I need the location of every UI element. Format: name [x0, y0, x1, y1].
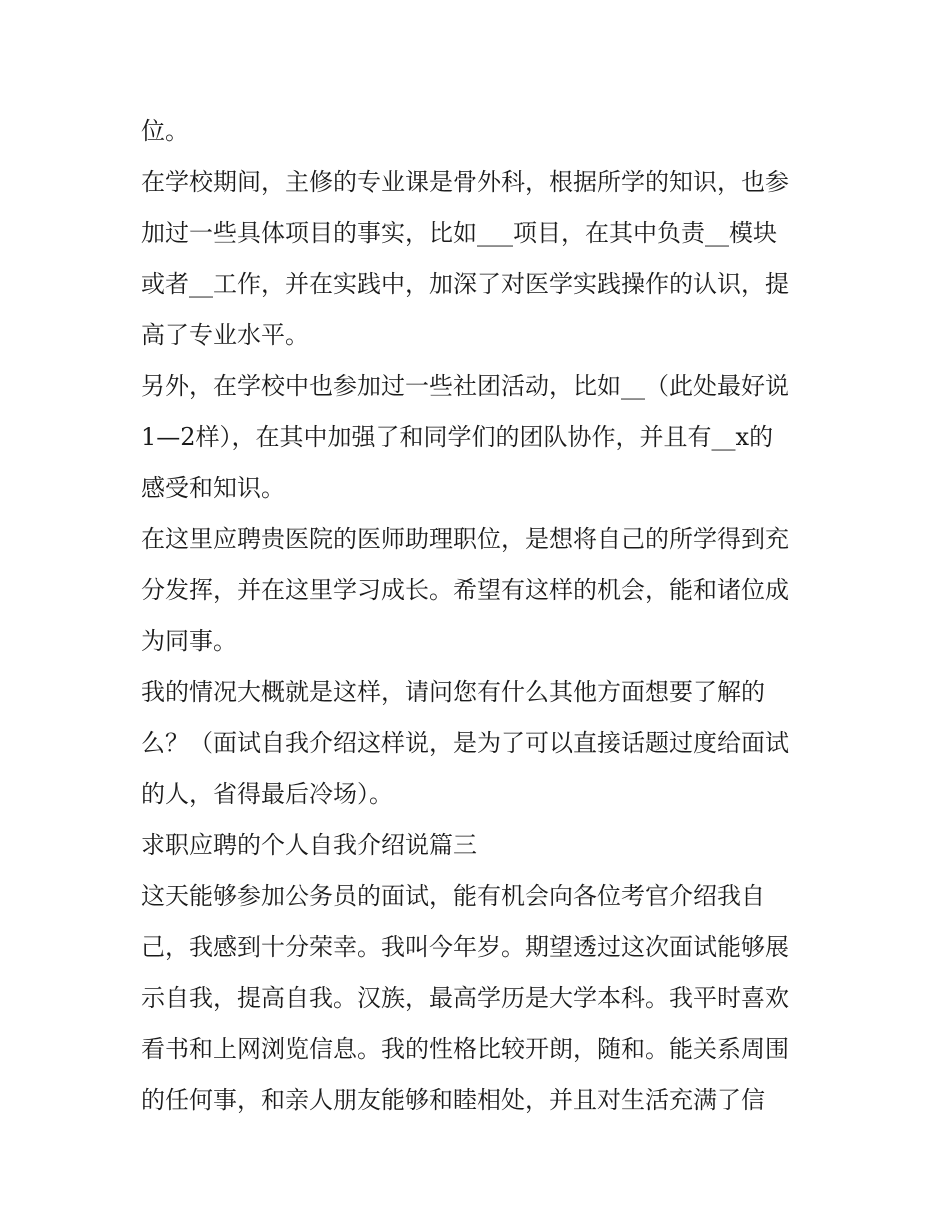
- text-line: 感受和知识。: [141, 474, 285, 502]
- text-line: 高了专业水平。: [141, 321, 309, 349]
- text-line: 示自我，提高自我。汉族，最高学历是大学本科。我平时喜欢: [141, 984, 789, 1012]
- text-line: 分发挥，并在这里学习成长。希望有这样的机会，能和诸位成: [141, 576, 789, 604]
- paragraph-5: [141, 667, 821, 820]
- text-line: 求职应聘的个人自我介绍说篇三: [141, 831, 477, 859]
- text-line: 的人，省得最后冷场）。: [141, 780, 393, 808]
- paragraph-7: [141, 871, 821, 1126]
- section-heading: [141, 820, 821, 871]
- text-line: 另外，在学校中也参加过一些社团活动，比如__（此处最好说: [141, 372, 789, 400]
- paragraph-2: [141, 157, 821, 361]
- text-line: 看书和上网浏览信息。我的性格比较开朗，随和。能关系周围: [141, 1035, 789, 1063]
- text-line: 为同事。: [141, 627, 237, 655]
- text-line: 1—2样），在其中加强了和同学们的团队协作，并且有__x的: [141, 423, 774, 451]
- text-line: 加过一些具体项目的事实，比如___项目，在其中负责__模块: [141, 219, 777, 247]
- text-line: 或者__工作，并在实践中，加深了对医学实践操作的认识，提: [141, 270, 789, 298]
- document-body: [141, 106, 821, 1126]
- paragraph-4: [141, 514, 821, 667]
- text-line: 的任何事，和亲人朋友能够和睦相处，并且对生活充满了信: [141, 1086, 765, 1114]
- text-line: 在这里应聘贵医院的医师助理职位，是想将自己的所学得到充: [141, 525, 789, 553]
- text-line: 己，我感到十分荣幸。我叫今年岁。期望透过这次面试能够展: [141, 933, 789, 961]
- text-line: 这天能够参加公务员的面试，能有机会向各位考官介绍我自: [141, 882, 765, 910]
- text-line: 位。: [141, 117, 189, 145]
- text-line: 在学校期间，主修的专业课是骨外科，根据所学的知识，也参: [141, 168, 789, 196]
- paragraph-1: [141, 106, 821, 157]
- paragraph-3: [141, 361, 821, 514]
- text-line: 么？（面试自我介绍这样说，是为了可以直接话题过度给面试: [141, 729, 789, 757]
- text-line: 我的情况大概就是这样，请问您有什么其他方面想要了解的: [141, 678, 765, 706]
